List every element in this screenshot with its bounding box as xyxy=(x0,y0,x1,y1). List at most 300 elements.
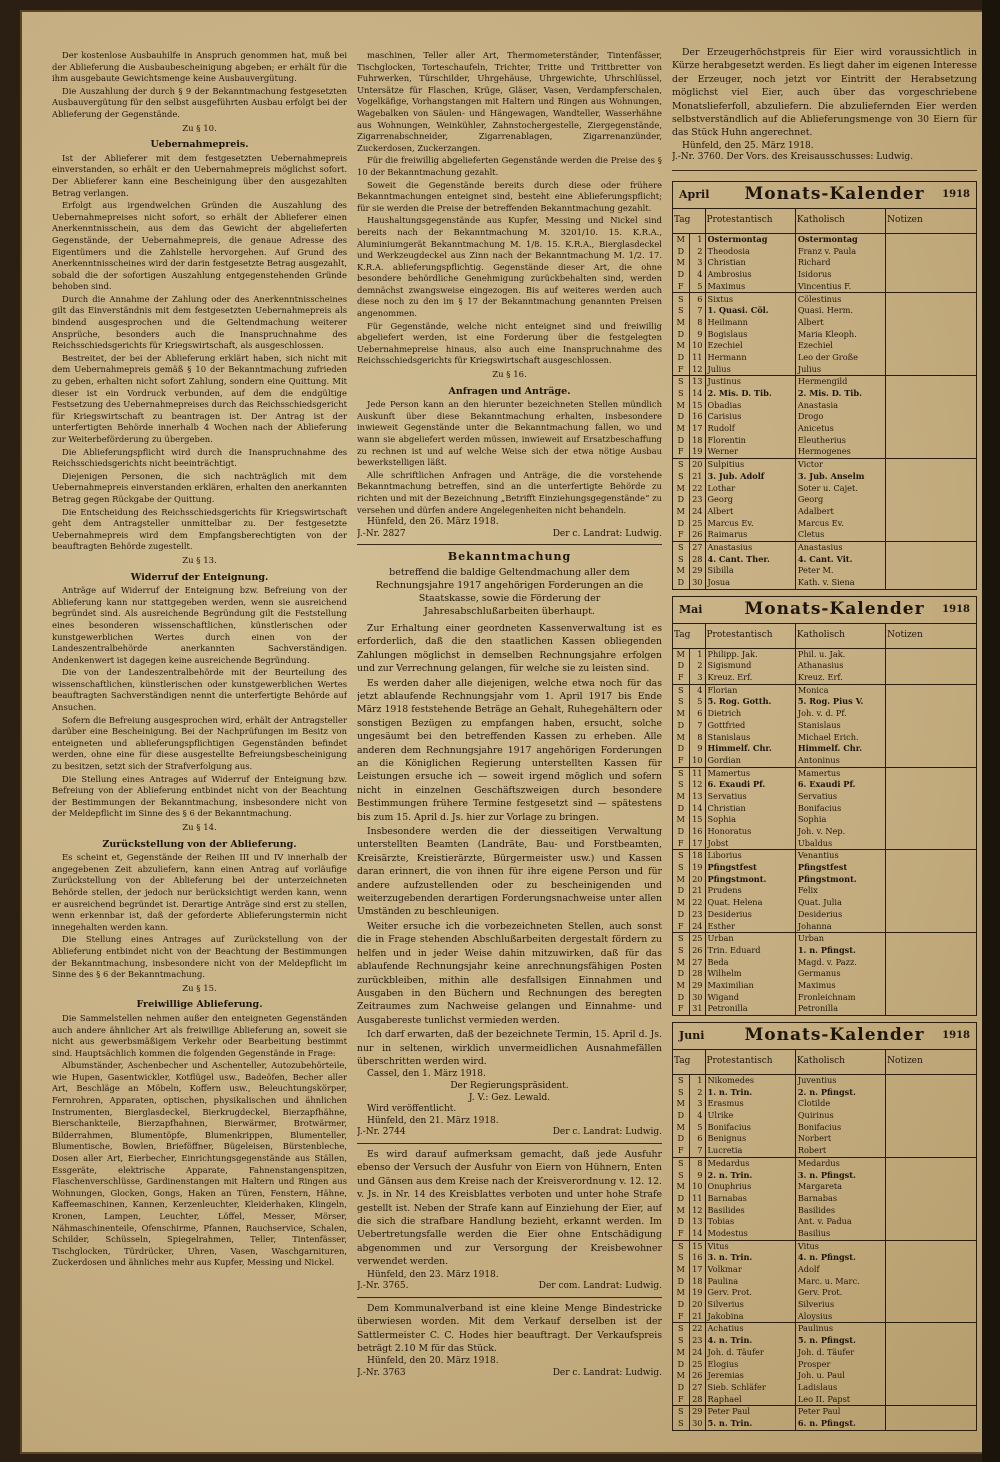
catholic-feast: Albert xyxy=(795,317,885,329)
column-header-protestant: Protestantisch xyxy=(705,1050,795,1075)
notes xyxy=(886,400,976,412)
calendar-title: Monats-Kalender xyxy=(744,598,925,619)
notes xyxy=(886,1133,976,1145)
day-number: 3 xyxy=(689,1098,705,1110)
calendar-row xyxy=(673,1382,976,1394)
protestant-feast: 4. Cant. Ther. xyxy=(705,554,795,566)
notes xyxy=(886,317,976,329)
weekday: S xyxy=(673,471,689,483)
day-number: 25 xyxy=(689,933,705,945)
calendar-row xyxy=(673,577,976,589)
day-number: 20 xyxy=(689,874,705,886)
day-number: 30 xyxy=(689,992,705,1004)
day-number: 6 xyxy=(689,1133,705,1145)
publication-note: Wird veröffentlicht. xyxy=(367,1104,457,1115)
notes xyxy=(886,565,976,577)
catholic-feast: Antoninus xyxy=(795,755,885,767)
weekday: F xyxy=(673,1311,689,1323)
calendar-title: Monats-Kalender xyxy=(744,1025,925,1046)
catholic-feast: 5. Rog. Pius V. xyxy=(795,696,885,708)
weekday: M xyxy=(673,874,689,886)
notes xyxy=(886,246,976,258)
day-number: 21 xyxy=(689,885,705,897)
catholic-feast: Felix xyxy=(795,885,885,897)
weekday: F xyxy=(673,755,689,767)
catholic-feast: Anastasius xyxy=(795,541,885,553)
calendar-row xyxy=(673,1252,976,1264)
catholic-feast: Vitus xyxy=(795,1240,885,1252)
notes xyxy=(886,1335,976,1347)
calendar-row xyxy=(673,838,976,850)
catholic-feast: Norbert xyxy=(795,1133,885,1145)
notes xyxy=(886,1382,976,1394)
notes xyxy=(886,767,976,779)
column-header-day: Tag xyxy=(673,209,705,234)
protestant-feast: Vitus xyxy=(705,1240,795,1252)
notes xyxy=(886,885,976,897)
weekday: F xyxy=(673,1394,689,1406)
calendar-row xyxy=(673,541,976,553)
paragraph: Albumständer, Aschenbecher und Aschenteller, Autozubehörteile, wie Hupen, Gasentwickler, Kotflügel usw., Badeöfen, Becher aller Art, Beschläge an Möbeln, Koffern usw., Beleuchtungskörper, Fernrohren, Apparaten, optischen, physikalischen und ähnlichen Instrumenten, Bierglasdeckel, Bierkrugdeckel, Bierzapfhähne, Bierschankteile, Bierzapfhahnen, Bierwärmer, Brotwärmer, Bilderrahmen, Blumentöpfe, Blumenkrippen, Blumenteller, Blumentische, Bowlen, Brieföffner, Bügeleisen, Bürstenbleche, Dosen aller Art, Eierbecher, Einrichtungsgegenstände aus Ställen, Essgeräte, elektrische Apparate, Fahnenstangenspitzen, Flaschenverschlüsse, Gardinenstangen mit Haltern und Ringen aus Wohnungen, Glocken, Gongs, Haken an Türen, Fenstern, Hähne, Kaffeemaschinen, Kannen, Kerzenleuchter, Kleiderhaken, Klingeln, Kronen, Lampen, Leuchter, Löffel, Messer, Mörser, Nähmaschinenteile, Ofenschirme, Pfannen, Rauchservice, Schalen, Schilder, Schüsseln, Spiegelrahmen, Teller, Tintenfässer, Tischglocken, Türdrücker, Uhren, Vasen, Waschgarnituren, Zuckerdosen und ähnliches mehr aus Kupfer, Messing und Nickel. xyxy=(52,1060,347,1268)
catholic-feast: Silverius xyxy=(795,1299,885,1311)
calendar-row xyxy=(673,696,976,708)
calendar-row xyxy=(673,269,976,281)
protestant-feast: Ulrike xyxy=(705,1110,795,1122)
weekday: M xyxy=(673,482,689,494)
calendar-row xyxy=(673,376,976,388)
catholic-feast: Peter M. xyxy=(795,565,885,577)
calendar-row xyxy=(673,980,976,992)
calendar-row xyxy=(673,529,976,541)
calendar-row xyxy=(673,246,976,258)
protestant-feast: Prudens xyxy=(705,885,795,897)
signature-line: J.-Nr. 3760. Der Vors. des Kreisausschusses: Ludwig. xyxy=(672,152,914,163)
day-number: 28 xyxy=(689,1394,705,1406)
notes xyxy=(886,446,976,458)
protestant-feast: Sigismund xyxy=(705,660,795,672)
day-number: 28 xyxy=(689,554,705,566)
protestant-feast: Kreuz. Erf. xyxy=(705,672,795,684)
catholic-feast: Isidorus xyxy=(795,269,885,281)
weekday: F xyxy=(673,1003,689,1015)
paragraph: Es werden daher alle diejenigen, welche etwa noch für das jetzt ablaufende Rechnungsjahr vom 1. April 1917 bis Ende März 1918 feststehende Beträge an Gehalt, Ruhegehältern oder sonstigen Bezügen zu empfangen haben, ersucht, solche ungesäumt bei den betreffenden Kassen zu erheben. Alle anderen dem Rechnungsjahre 1917 angehörigen Forderungen an die Königlichen Regierung unterstellten Kassen für Leistungen ersuche ich — soweit irgend möglich und sofern nicht in einzelnen Geschäftszweigen durch besondere Bestimmungen frühere Termine festgesetzt sind — spätestens bis zum 15. April d. Js. hier zur Vorlage zu bringen. xyxy=(357,677,662,823)
authority: Der Regierungspräsident. xyxy=(450,1080,569,1091)
day-number: 21 xyxy=(689,471,705,483)
weekday: M xyxy=(673,791,689,803)
notes xyxy=(886,340,976,352)
notes xyxy=(886,874,976,886)
paragraph: Ich darf erwarten, daß der bezeichnete Termin, 15. April d. Js. nur in seltenen, wirklich unvermeidlichen Ausnahmefällen überschritten werden wird. xyxy=(357,1029,662,1067)
protestant-feast: Lothar xyxy=(705,482,795,494)
day-number: 20 xyxy=(689,1299,705,1311)
protestant-feast: 3. Jub. Adolf xyxy=(705,471,795,483)
weekday: D xyxy=(673,269,689,281)
notice-title: Bekanntmachung xyxy=(447,550,572,564)
signatory: Der com. Landrat: Ludwig. xyxy=(538,1281,662,1292)
catholic-feast: Joh. u. Paul xyxy=(795,1370,885,1382)
protestant-feast: Mamertus xyxy=(705,767,795,779)
notes xyxy=(886,1087,976,1099)
calendar-row xyxy=(673,660,976,672)
day-number: 29 xyxy=(689,1406,705,1418)
catholic-feast: Ubaldus xyxy=(795,838,885,850)
calendar-month: Mai xyxy=(679,602,703,616)
notes xyxy=(886,696,976,708)
protestant-feast: Heilmann xyxy=(705,317,795,329)
protestant-feast: 1. Quasi. Cöl. xyxy=(705,305,795,317)
column-3 xyxy=(672,46,977,1441)
calendar-row xyxy=(673,1003,976,1015)
protestant-feast: Hermann xyxy=(705,352,795,364)
calendar-row xyxy=(673,920,976,932)
notice-egg-price xyxy=(672,46,977,140)
notes xyxy=(886,992,976,1004)
weekday: M xyxy=(673,648,689,660)
catholic-feast: 2. n. Pfingst. xyxy=(795,1087,885,1099)
calendar-row xyxy=(673,423,976,435)
weekday: S xyxy=(673,554,689,566)
paragraph: Es wird darauf aufmerksam gemacht, daß jede Ausfuhr ebenso der Versuch der Ausfuhr von Eiern von Hühnern, Enten und Gänsen aus dem Kreise nach der Kreisverordnung v. 12. 12. v. Js. in Nr. 14 des Kreisblattes verboten und unter hohe Strafe gestellt ist. Neben der Strafe kann auf Einziehung der Eier, auf die sich die strafbare Handlung bezieht, erkannt werden. Im Uebertretungsfalle werden die Eier ohne Entschädigung abgenommen und zur Versorgung der Kreisbewohner verwendet werden. xyxy=(357,1148,662,1268)
weekday: D xyxy=(673,803,689,815)
catholic-feast: Peter Paul xyxy=(795,1406,885,1418)
calendar-row xyxy=(673,329,976,341)
calendar-row xyxy=(673,874,976,886)
calendar-row xyxy=(673,767,976,779)
day-number: 18 xyxy=(689,1276,705,1288)
notes xyxy=(886,1276,976,1288)
day-number: 4 xyxy=(689,684,705,696)
signature-place: Cassel, den 1. März 1918. xyxy=(367,1069,486,1080)
catholic-feast: Julius xyxy=(795,364,885,376)
notes xyxy=(886,494,976,506)
weekday: M xyxy=(673,731,689,743)
catholic-feast: Kreuz. Erf. xyxy=(795,672,885,684)
paragraph: Die Sammelstellen nehmen außer den enteigneten Gegenständen auch andere ähnlicher Art als freiwillige Ablieferung an, soweit sie nicht aus gewerbsmäßigem Verkehr oder Bearbeitung bestimmt sind. Hauptsächlich kommen die folgenden Gegenstände in Frage: xyxy=(52,1012,347,1058)
paragraph: Dem Kommunalverband ist eine kleine Menge Bindestricke überwiesen worden. Mit dem Verkauf derselben ist der Sattlermeister C. C. Hodes hier beauftragt. Der Verkaufspreis beträgt 2.10 M für das Stück. xyxy=(357,1302,662,1354)
catholic-feast: Desiderius xyxy=(795,909,885,921)
notes xyxy=(886,1299,976,1311)
day-number: 24 xyxy=(689,920,705,932)
day-number: 26 xyxy=(689,1370,705,1382)
calendar-year: 1918 xyxy=(942,189,970,201)
weekday: F xyxy=(673,1145,689,1157)
catholic-feast: Bonifacius xyxy=(795,1122,885,1134)
notes xyxy=(886,541,976,553)
column-1 xyxy=(52,50,347,1445)
signature-place: Hünfeld, den 21. März 1918. xyxy=(367,1115,499,1126)
column-header-notes: Notizen xyxy=(886,624,976,649)
catholic-feast: 4. Cant. Vit. xyxy=(795,554,885,566)
protestant-feast: Wigand xyxy=(705,992,795,1004)
notes xyxy=(886,305,976,317)
catholic-feast: Ladislaus xyxy=(795,1382,885,1394)
protestant-feast: Josua xyxy=(705,577,795,589)
weekday: M xyxy=(673,317,689,329)
notes xyxy=(886,364,976,376)
notes xyxy=(886,803,976,815)
paragraph: Die Stellung eines Antrages auf Widerruf der Enteignung bzw. Befreiung von der Ablieferung entbindet nicht von der Beachtung der Bestimmungen der Bekanntmachung, insbesondere nicht von der Meldepflicht im Sinne des § 6 der Bekanntmachung. xyxy=(52,773,347,819)
calendar-row xyxy=(673,1181,976,1193)
signature-line xyxy=(357,1368,662,1380)
day-number: 26 xyxy=(689,529,705,541)
day-number: 11 xyxy=(689,1193,705,1205)
notes xyxy=(886,1098,976,1110)
calendar-row xyxy=(673,862,976,874)
day-number: 27 xyxy=(689,1382,705,1394)
weekday: S xyxy=(673,696,689,708)
catholic-feast: Ostermontag xyxy=(795,234,885,246)
calendar-table xyxy=(673,209,976,589)
catholic-feast: Sophia xyxy=(795,814,885,826)
weekday: M xyxy=(673,1347,689,1359)
protestant-feast: Peter Paul xyxy=(705,1406,795,1418)
paragraph: Diejenigen Personen, die sich nachträglich mit dem Uebernahmepreis einverstanden erklären, erhalten den anerkannten Betrag gegen Rückgabe der Quittung. xyxy=(52,470,347,504)
day-number: 23 xyxy=(689,1335,705,1347)
day-number: 8 xyxy=(689,1157,705,1169)
calendar-row xyxy=(673,1311,976,1323)
notes xyxy=(886,459,976,471)
weekday: S xyxy=(673,1157,689,1169)
day-number: 1 xyxy=(689,234,705,246)
weekday: D xyxy=(673,246,689,258)
weekday: S xyxy=(673,459,689,471)
day-number: 11 xyxy=(689,767,705,779)
protestant-feast: Bogislaus xyxy=(705,329,795,341)
weekday: D xyxy=(673,577,689,589)
month-calendar-juni xyxy=(672,1022,977,1431)
weekday: D xyxy=(673,1110,689,1122)
weekday: D xyxy=(673,660,689,672)
paragraph: Die Stellung eines Antrages auf Zurückstellung von der Ablieferung entbindet nicht von der Beachtung der Bestimmungen der Bekanntmachung, insbesondere nicht von der Meldepflicht im Sinne des § 6 der Bekanntmachung. xyxy=(52,934,347,980)
weekday: D xyxy=(673,743,689,755)
protestant-feast: Anastasius xyxy=(705,541,795,553)
calendar-row xyxy=(673,897,976,909)
weekday: M xyxy=(673,1098,689,1110)
catholic-feast: Stanislaus xyxy=(795,720,885,732)
day-number: 22 xyxy=(689,482,705,494)
notes xyxy=(886,862,976,874)
calendar-row xyxy=(673,731,976,743)
paragraph: Ist der Ablieferer mit dem festgesetzten Uebernahmepreis einverstanden, so erhält er den Uebernahmepreis möglichst sofort. Der Ablieferer kann eine Bescheinigung über den ausgezahlten Betrag verlangen. xyxy=(52,152,347,198)
day-number: 24 xyxy=(689,506,705,518)
protestant-feast: Basilides xyxy=(705,1205,795,1217)
paragraph: Anträge auf Widerruf der Enteignung bzw. Befreiung von der Ablieferung kann nur stattgegeben werden, wenn sie ausreichend begründet sind. Als ausreichende Begründung gilt die Feststellung eines besonderen wissenschaftlichen, künstlerischen oder kunstgewerblichen Wertes durch einen von der Landeszentralbehörde anerkannten Sachverständigen. Andenkenwert ist dagegen keine ausreichende Begründung. xyxy=(52,585,347,665)
notes xyxy=(886,471,976,483)
day-number: 29 xyxy=(689,565,705,577)
notes xyxy=(886,791,976,803)
notes xyxy=(886,293,976,305)
calendar-row xyxy=(673,518,976,530)
protestant-feast: Beda xyxy=(705,957,795,969)
protestant-feast: Servatius xyxy=(705,791,795,803)
notes xyxy=(886,1157,976,1169)
section-number: Zu § 13. xyxy=(182,555,217,566)
catholic-feast: Petronilla xyxy=(795,1003,885,1015)
protestant-feast: Gerv. Prot. xyxy=(705,1287,795,1299)
protestant-feast: Werner xyxy=(705,446,795,458)
notes xyxy=(886,423,976,435)
notes xyxy=(886,1347,976,1359)
catholic-feast: Prosper xyxy=(795,1358,885,1370)
day-number: 11 xyxy=(689,352,705,364)
day-number: 17 xyxy=(689,838,705,850)
weekday: M xyxy=(673,814,689,826)
notes xyxy=(886,411,976,423)
weekday: D xyxy=(673,1193,689,1205)
catholic-feast: Ant. v. Padua xyxy=(795,1216,885,1228)
catholic-feast: Ezechiel xyxy=(795,340,885,352)
calendar-row xyxy=(673,672,976,684)
day-number: 25 xyxy=(689,518,705,530)
catholic-feast: Mamertus xyxy=(795,767,885,779)
notes xyxy=(886,755,976,767)
signature-line xyxy=(357,1281,662,1293)
weekday: F xyxy=(673,672,689,684)
calendar-row xyxy=(673,1228,976,1240)
protestant-feast: Sophia xyxy=(705,814,795,826)
weekday: F xyxy=(673,281,689,293)
section-title: Widerruf der Enteignung. xyxy=(130,571,269,583)
calendar-row xyxy=(673,1169,976,1181)
catholic-feast: Maximus xyxy=(795,980,885,992)
day-number: 17 xyxy=(689,423,705,435)
weekday: S xyxy=(673,1240,689,1252)
catholic-feast: Richard xyxy=(795,257,885,269)
day-number: 7 xyxy=(689,1145,705,1157)
calendar-row xyxy=(673,565,976,577)
paragraph: Die Entscheidung des Reichsschiedsgerichts für Kriegswirtschaft geht dem Antragsteller unmittelbar zu. Der festgesetzte Uebernahmepreis wird dem Empfangsberechtigten von der beauftragten Behörde zugestellt. xyxy=(52,506,347,552)
day-number: 15 xyxy=(689,400,705,412)
paragraph: Für Gegenstände, welche nicht enteignet sind und freiwillig abgeliefert werden, ist eine Forderung über die festgelegten Uebernahmepreise hinaus, also auch eine Inanspruchnahme des Reichsschiedsgerichts für Kriegswirtschaft ausgeschlossen. xyxy=(357,320,662,366)
weekday: D xyxy=(673,352,689,364)
notes xyxy=(886,1122,976,1134)
calendar-year: 1918 xyxy=(942,1030,970,1042)
weekday: S xyxy=(673,1418,689,1430)
protestant-feast: Georg xyxy=(705,494,795,506)
divider xyxy=(357,1143,662,1144)
column-header-catholic: Katholisch xyxy=(795,1050,885,1075)
protestant-feast: Ostermontag xyxy=(705,234,795,246)
day-number: 23 xyxy=(689,909,705,921)
protestant-feast: Marcus Ev. xyxy=(705,518,795,530)
protestant-feast: Sulpitius xyxy=(705,459,795,471)
day-number: 16 xyxy=(689,1252,705,1264)
calendar-row xyxy=(673,684,976,696)
catholic-feast: Joh. d. Täufer xyxy=(795,1347,885,1359)
weekday: D xyxy=(673,494,689,506)
calendar-row xyxy=(673,293,976,305)
catholic-feast: Pfingstfest xyxy=(795,862,885,874)
day-number: 3 xyxy=(689,257,705,269)
calendar-row xyxy=(673,1394,976,1406)
weekday: D xyxy=(673,435,689,447)
notes xyxy=(886,1394,976,1406)
catholic-feast: Monica xyxy=(795,684,885,696)
calendar-month: April xyxy=(679,188,710,202)
signatory: Der c. Landrat: Ludwig. xyxy=(552,528,662,539)
catholic-feast: Johanna xyxy=(795,920,885,932)
calendar-row xyxy=(673,281,976,293)
protestant-feast: Joh. d. Täufer xyxy=(705,1347,795,1359)
calendar-row xyxy=(673,1087,976,1099)
calendar-row xyxy=(673,1323,976,1335)
protestant-feast: Justinus xyxy=(705,376,795,388)
protestant-feast: Stanislaus xyxy=(705,731,795,743)
notes xyxy=(886,1311,976,1323)
calendar-row xyxy=(673,1074,976,1086)
protestant-feast: Onuphrius xyxy=(705,1181,795,1193)
day-number: 22 xyxy=(689,1323,705,1335)
weekday: D xyxy=(673,992,689,1004)
protestant-feast: Dietrich xyxy=(705,708,795,720)
protestant-feast: 5. n. Trin. xyxy=(705,1418,795,1430)
day-number: 3 xyxy=(689,672,705,684)
protestant-feast: Gordian xyxy=(705,755,795,767)
notes xyxy=(886,554,976,566)
day-number: 22 xyxy=(689,897,705,909)
notes xyxy=(886,518,976,530)
calendar-row xyxy=(673,317,976,329)
paragraph: Weiter ersuche ich die vorbezeichneten Stellen, auch sonst die in Frage stehenden Abschlußarbeiten dergestalt fördern zu helfen und in jeder Weise dahin mitzuwirken, daß für das ablaufende Rechnungsjahr keine anrechnungsfähigen Posten zurückbleiben, mithin alle desfallsigen Einnahmen und Ausgaben in den Büchern und Rechnungen des beregten Zeitraumes zum Nachweise gelangen und Einnahme- und Ausgabereste tunlichst vermieden werden. xyxy=(357,920,662,1026)
protestant-feast: Esther xyxy=(705,920,795,932)
catholic-feast: 2. Mis. D. Tib. xyxy=(795,388,885,400)
signature-line xyxy=(357,1127,662,1139)
calendars xyxy=(672,181,977,1431)
catholic-feast: Adalbert xyxy=(795,506,885,518)
protestant-feast: Silverius xyxy=(705,1299,795,1311)
weekday: M xyxy=(673,234,689,246)
catholic-feast: Athanasius xyxy=(795,660,885,672)
catholic-feast: 3. n. Pfingst. xyxy=(795,1169,885,1181)
catholic-feast: Aloysius xyxy=(795,1311,885,1323)
weekday: S xyxy=(673,1074,689,1086)
paragraph: Insbesondere werden die der diesseitigen Verwaltung unterstellten Beamten (Landräte, Bau- und Forstbeamten, Kreisärzte, Kreistierärzte, Bürgermeister usw.) und Kassen daran erinnert, die von ihnen für ihre eigene Person und für andere aufzustellenden oder zu bescheinigenden und weiterzugebenden derartigen Forderungsnachweise unter allen Umständen zu beschleunigen. xyxy=(357,826,662,918)
catholic-feast: Margareta xyxy=(795,1181,885,1193)
day-number: 18 xyxy=(689,435,705,447)
notes xyxy=(886,1074,976,1086)
section-title: Zurückstellung von der Ablieferung. xyxy=(102,838,297,850)
calendar-row xyxy=(673,506,976,518)
notes xyxy=(886,1418,976,1430)
protestant-feast: 2. n. Trin. xyxy=(705,1169,795,1181)
catholic-feast: Anicetus xyxy=(795,423,885,435)
calendar-row xyxy=(673,850,976,862)
protestant-feast: Theodosia xyxy=(705,246,795,258)
protestant-feast: Florentin xyxy=(705,435,795,447)
catholic-feast: Marc. u. Marc. xyxy=(795,1276,885,1288)
calendar-row xyxy=(673,779,976,791)
notes xyxy=(886,1193,976,1205)
protestant-feast: Tobias xyxy=(705,1216,795,1228)
weekday: M xyxy=(673,400,689,412)
catholic-feast: Medardus xyxy=(795,1157,885,1169)
catholic-feast: Georg xyxy=(795,494,885,506)
protestant-feast: Jobst xyxy=(705,838,795,850)
protestant-feast: Benignus xyxy=(705,1133,795,1145)
protestant-feast: Nikomedes xyxy=(705,1074,795,1086)
protestant-feast: Barnabas xyxy=(705,1193,795,1205)
calendar-row xyxy=(673,885,976,897)
calendar-row xyxy=(673,1335,976,1347)
catholic-feast: Venantius xyxy=(795,850,885,862)
catholic-feast: Maria Kleoph. xyxy=(795,329,885,341)
notes xyxy=(886,826,976,838)
catholic-feast: 4. n. Pfingst. xyxy=(795,1252,885,1264)
protestant-feast: Obadias xyxy=(705,400,795,412)
notes xyxy=(886,850,976,862)
weekday: S xyxy=(673,1087,689,1099)
notes xyxy=(886,1287,976,1299)
